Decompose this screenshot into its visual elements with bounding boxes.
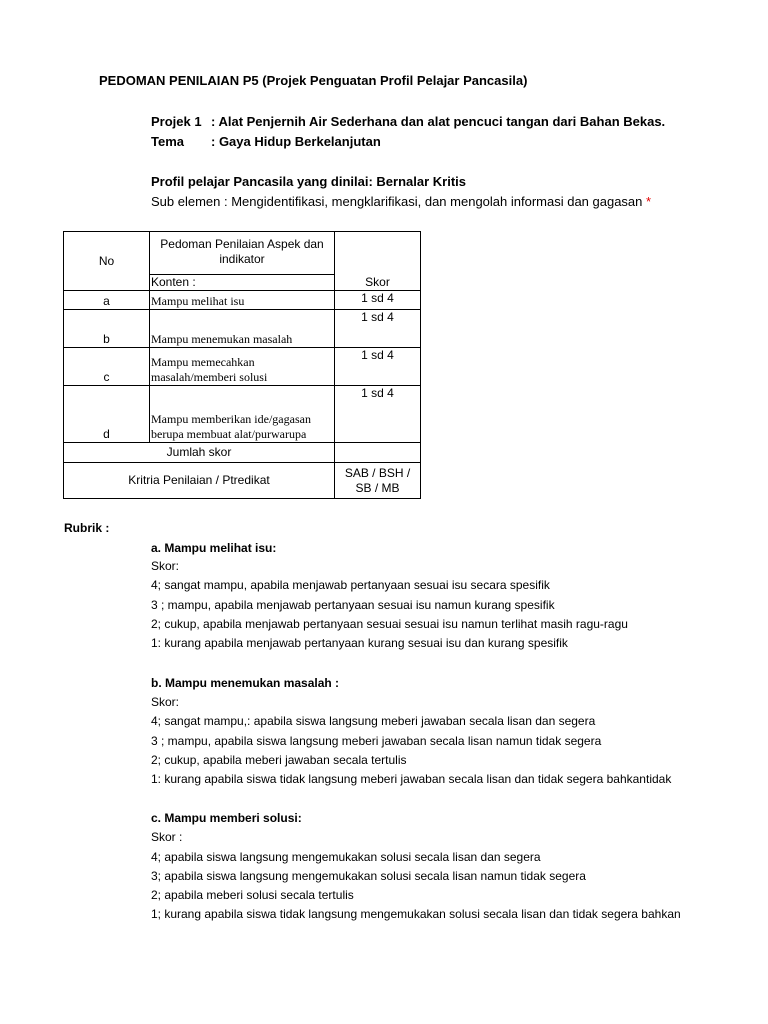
row-skor: 1 sd 4 (335, 348, 421, 386)
rubrik-heading-c: c. Mampu memberi solusi: (151, 811, 302, 825)
tema-label: Tema (151, 134, 184, 149)
row-aspek: Mampu menemukan masalah (150, 310, 335, 348)
projek-label: Projek 1 (151, 114, 202, 129)
predikat-value: SAB / BSH / SB / MB (335, 463, 421, 499)
jumlah-skor-label: Jumlah skor (64, 443, 335, 463)
row-no: a (64, 291, 150, 310)
required-mark: * (646, 194, 652, 209)
header-skor: Skor (335, 232, 421, 291)
table-row (64, 310, 421, 348)
rubrik-item: 4; sangat mampu,: apabila siswa langsung meberi jawaban secala lisan dan segera (151, 714, 596, 728)
rubrik-label: Rubrik : (64, 521, 110, 535)
rubrik-item: 3; apabila siswa langsung mengemukakan solusi secala lisan namun tidak segera (151, 869, 586, 883)
table-row (64, 386, 421, 443)
rubrik-item: 1: kurang apabila menjawab pertanyaan kurang sesuai isu dan kurang spesifik (151, 636, 568, 650)
rubrik-item: 4; sangat mampu, apabila menjawab pertanyaan sesuai isu secara spesifik (151, 578, 550, 592)
row-skor: 1 sd 4 (335, 291, 421, 310)
profil-heading: Profil pelajar Pancasila yang dinilai: Bernalar Kritis (151, 174, 467, 189)
rubrik-item: 1: kurang apabila siswa tidak langsung meberi jawaban secala lisan dan tidak segera bahkantidak (151, 772, 672, 786)
header-konten: Konten : (150, 275, 335, 291)
rubrik-item: 1; kurang apabila siswa tidak langsung mengemukakan solusi secala lisan dan tidak segera bahkan (151, 907, 681, 921)
rubrik-item: 4; apabila siswa langsung mengemukakan solusi secala lisan dan segera (151, 850, 541, 864)
row-aspek: Mampu memberikan ide/gagasan berupa membuat alat/purwarupa (150, 386, 335, 443)
sub-elemen-text: Sub elemen : Mengidentifikasi, mengklarifikasi, dan mengolah informasi dan gagasan (151, 194, 643, 209)
rubrik-heading-a: a. Mampu melihat isu: (151, 541, 277, 555)
rubrik-item: 3 ; mampu, apabila menjawab pertanyaan sesuai isu namun kurang spesifik (151, 598, 555, 612)
row-no: d (64, 386, 150, 443)
row-skor: 1 sd 4 (335, 386, 421, 443)
rubrik-heading-b: b. Mampu menemukan masalah : (151, 676, 340, 690)
rubrik-item: 2; apabila meberi solusi secala tertulis (151, 888, 354, 902)
rubrik-skor-label: Skor: (151, 559, 180, 573)
tema-value: : Gaya Hidup Berkelanjutan (211, 134, 381, 149)
header-aspek: Pedoman Penilaian Aspek dan indikator (150, 232, 335, 275)
rubrik-item: 3 ; mampu, apabila siswa langsung meberi jawaban secala lisan namun tidak segera (151, 734, 602, 748)
row-no: c (64, 348, 150, 386)
header-no: No (64, 232, 150, 291)
table-row (64, 291, 421, 310)
row-aspek: Mampu melihat isu (150, 291, 335, 310)
jumlah-skor-value (335, 443, 421, 463)
rubrik-item: 2; cukup, apabila menjawab pertanyaan sesuai sesuai isu namun terlihat masih ragu-ragu (151, 617, 628, 631)
table-row (64, 348, 421, 386)
page-title: PEDOMAN PENILAIAN P5 (Projek Penguatan Profil Pelajar Pancasila) (99, 73, 528, 88)
rubrik-skor-label: Skor : (151, 830, 183, 844)
assessment-table (63, 231, 421, 499)
rubrik-item: 2; cukup, apabila meberi jawaban secala tertulis (151, 753, 407, 767)
row-aspek: Mampu memecahkan masalah/memberi solusi (150, 348, 335, 386)
kriteria-label: Kritria Penilaian / Ptredikat (64, 463, 335, 499)
sub-elemen (151, 194, 651, 210)
projek-value: : Alat Penjernih Air Sederhana dan alat pencuci tangan dari Bahan Bekas. (211, 114, 666, 129)
row-skor: 1 sd 4 (335, 310, 421, 348)
rubrik-skor-label: Skor: (151, 695, 180, 709)
row-no: b (64, 310, 150, 348)
